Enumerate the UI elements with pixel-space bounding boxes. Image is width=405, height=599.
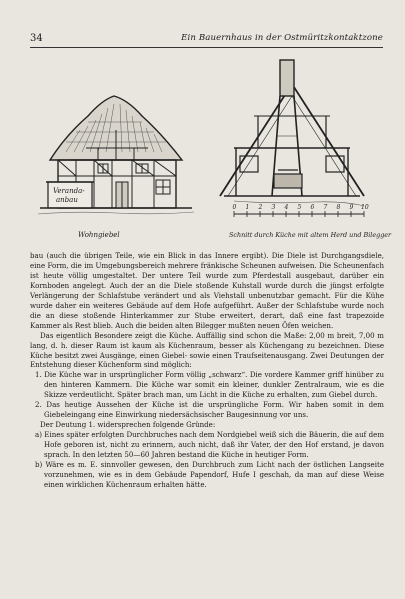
paragraph-3: Der Deutung 1. widersprechen folgende Gründe: bbox=[40, 420, 216, 430]
figure-caption-right: Schnitt durch Küche mit altem Herd und Bilegger bbox=[229, 231, 392, 239]
list-item-2: 2. Das heutige Aussehen der Küche ist die ursprüngliche Form. Wir haben somit in dem Giebeleingang eine Einwirkung niedersächsischer Baugesinnung vor uns. bbox=[35, 400, 384, 420]
scale-label: 6 bbox=[310, 204, 315, 211]
scale-label: 2 bbox=[258, 204, 263, 211]
figure-caption-left: Wohngiebel bbox=[78, 231, 120, 239]
scale-label: 9 bbox=[349, 204, 354, 211]
scale-label: 4 bbox=[284, 204, 289, 211]
page-header bbox=[30, 33, 383, 48]
veranda-label-line2: anbau bbox=[56, 196, 78, 204]
veranda-label-line1: Veranda- bbox=[53, 187, 85, 195]
paragraph-1: bau (auch die übrigen Teile, wie ein Blick in das Innere ergibt). Die Diele ist Durchgangsdiele, eine Form, die im Umgebungsbereich mehrere fränkische Scheunen aufweisen. Die Scheunenfach ist heute völlig umgestaltet. Der untere Teil wurde zum Pferdestall ausgebaut, darüber ein Kornboden angelegt. Auch der an die Diele stoßende Kuhstall wurde durch die jüngst erfolgte Verlängerung der Schlafstube verändert und als Viehstall unbenutzbar gemacht. Für die Kühe wurde daher ein weiteres Gebäude auf dem Hofe aufgeführt. Außer der Schlafstube wurde noch die an diese stoßende Hinterkammer zur Stube erweitert, derart, daß eine fast trapezoide Kammer als Rest blieb. Auch die beiden alten Bilegger mußten neuen Öfen weichen. bbox=[30, 251, 384, 330]
scale-label: 0 bbox=[232, 204, 237, 211]
scale-label: 7 bbox=[323, 204, 328, 211]
scale-label: 5 bbox=[297, 204, 302, 211]
scale-label: 8 bbox=[336, 204, 341, 211]
kitchen-section-drawing bbox=[214, 56, 384, 221]
running-title: Ein Bauernhaus in der Ostmüritzkontaktzone bbox=[181, 33, 383, 43]
paragraph-2: Das eigentlich Besondere zeigt die Küche. Auffällig sind schon die Maße: 2,00 m breit, 7,00 m lang, d. h. dieser Raum ist kaum als Küchenraum, besser als Küchengang zu bezeichnen. Diese Küche besitzt zwei Ausgänge, einen Giebel- sowie einen Traufseitenausgang. Zwei Deutungen der Entstehung dieser Küchenform sind möglich: bbox=[30, 330, 384, 370]
house-gable-drawing bbox=[36, 90, 196, 225]
list-item-b: b) Wäre es m. E. sinnvoller gewesen, den Durchbruch zum Licht nach der östlichen Langseite vorzunehmen, wie es in dem Gebäude Papendorf, Hufe I geschah, da man auf diese Weise einen wirklichen Küchenraum erhalten hätte. bbox=[35, 460, 384, 489]
list-item-a: a) Eines später erfolgten Durchbruches nach dem Nordgiebel weiß sich die Bäuerin, die auf dem Hofe geboren ist, nicht zu erinnern, auch nicht, daß ihr Vater, der den Hof erstand, je davon sprach. In den letzten 50—60 Jahren bestand die Küche in heutiger Form. bbox=[35, 430, 384, 460]
scale-label: 10 bbox=[361, 204, 369, 211]
list-item-1: 1. Die Küche war in ursprünglicher Form völlig „schwarz“. Die vordere Kammer griff hinüber zu den hinteren Kammern. Die Küche war somit ein kleiner, dunkler Zentralraum, wie es die Skizze verdeutlicht. Später brach man, um Licht in die Küche zu erhalten, zum Giebel durch. bbox=[35, 370, 384, 400]
body-text bbox=[30, 251, 384, 490]
page-number: 34 bbox=[30, 33, 43, 44]
scale-label: 1 bbox=[245, 204, 250, 211]
scale-label: 3 bbox=[271, 204, 276, 211]
